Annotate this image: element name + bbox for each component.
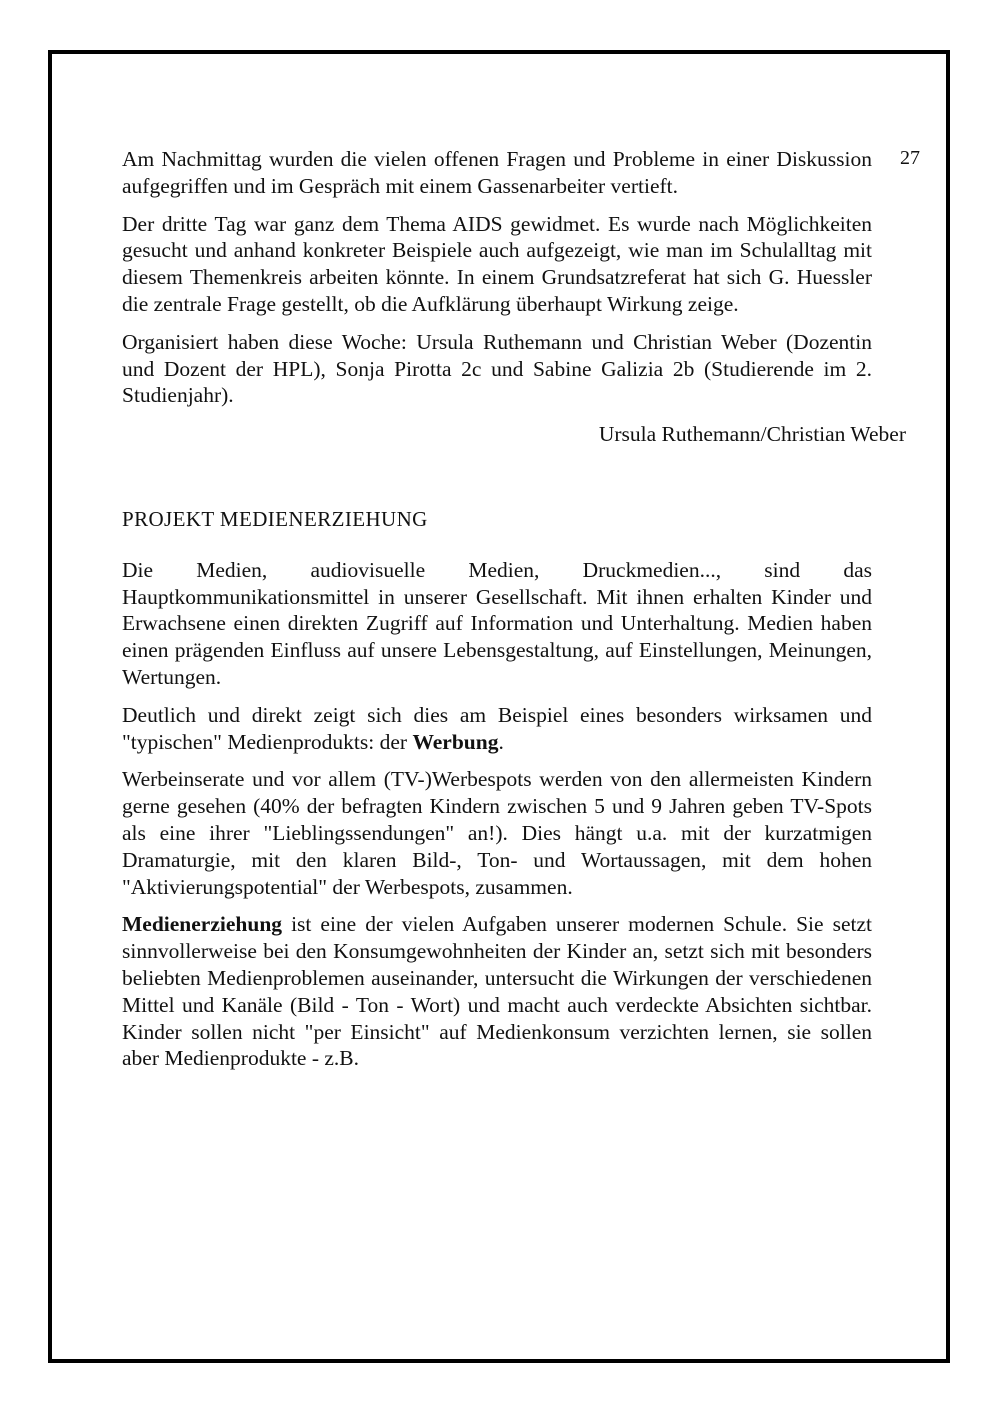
document-page — [52, 54, 946, 1359]
paragraph-medien: Die Medien, audiovisuelle Medien, Druckmedien..., sind das Hauptkommunikationsmittel in unserer Gesellschaft. Mit ihnen erhalten Kinder und Erwachsene einen direkten Zugriff auf Information und Unterhaltung. Medien haben einen prägenden Einfluss auf unsere Lebensgestaltung, auf Einstellungen, Meinungen, Wertungen. — [122, 557, 872, 689]
body-text — [122, 146, 906, 1083]
section-heading: PROJEKT MEDIENERZIEHUNG — [122, 506, 428, 531]
paragraph-schule — [122, 911, 872, 1072]
werbung-text: Deutlich und direkt zeigt sich dies am Beispiel eines besonders wirksamen und "typischen" Medienprodukts: der — [122, 702, 872, 754]
schule-bold: Medienerziehung — [122, 912, 283, 937]
paragraph-werbung — [122, 702, 872, 756]
paragraph-spots: Werbeinserate und vor allem (TV-)Werbespots werden von den allermeisten Kindern gerne gesehen (40% der befragten Kindern zwischen 5 und 9 Jahren geben TV-Spots als eine ihrer "Lieblingssendungen" an!). Dies hängt u.a. mit der kurzatmigen Dramaturgie, mit den klaren Bild-, Ton- und Wortaussagen, mit dem hohen "Aktivierungspotential" der Werbespots, zusammen. — [122, 767, 872, 899]
page-number: 27 — [900, 147, 920, 169]
paragraph-nachmittag: Am Nachmittag wurden die vielen offenen Fragen und Probleme in einer Diskussion aufgegriffen und im Gespräch mit einem Gassenarbeiter vertieft. — [122, 147, 872, 198]
werbung-bold: Werbung — [412, 729, 499, 754]
paragraph-dritter-tag: Der dritte Tag war ganz dem Thema AIDS gewidmet. Es wurde nach Möglichkeiten gesucht und anhand konkreter Beispiele auch aufgezeigt, wie man im Schulalltag mit diesem Themenkreis arbeiten könnte. In einem Grundsatzreferat hat sich G. Huessler die zentrale Frage gestellt, ob die Aufklärung überhaupt Wirkung zeige. — [122, 211, 872, 316]
signature: Ursula Ruthemann/Christian Weber — [598, 422, 906, 447]
paragraph-organisiert: Organisiert haben diese Woche: Ursula Ruthemann und Christian Weber (Dozentin und Dozent der HPL), Sonja Pirotta 2c und Sabine Galizia 2b (Studierende im 2. Studienjahr). — [122, 329, 872, 408]
schule-text: ist eine der vielen Aufgaben unserer modernen Schule. Sie setzt sinnvollerweise bei den Konsumgewohnheiten der Kinder an, setzt sich mit besonders beliebten Medienproblemen auseinander, untersucht die Wirkungen der verschiedenen Mittel und Kanäle (Bild - Ton - Wort) und macht auch verdeckte Absichten sichtbar. Kinder sollen nicht "per Einsicht" auf Medienkonsum verzichten lernen, sie sollen aber Medienprodukte - z.B. — [122, 912, 872, 1071]
werbung-end: . — [498, 729, 504, 754]
